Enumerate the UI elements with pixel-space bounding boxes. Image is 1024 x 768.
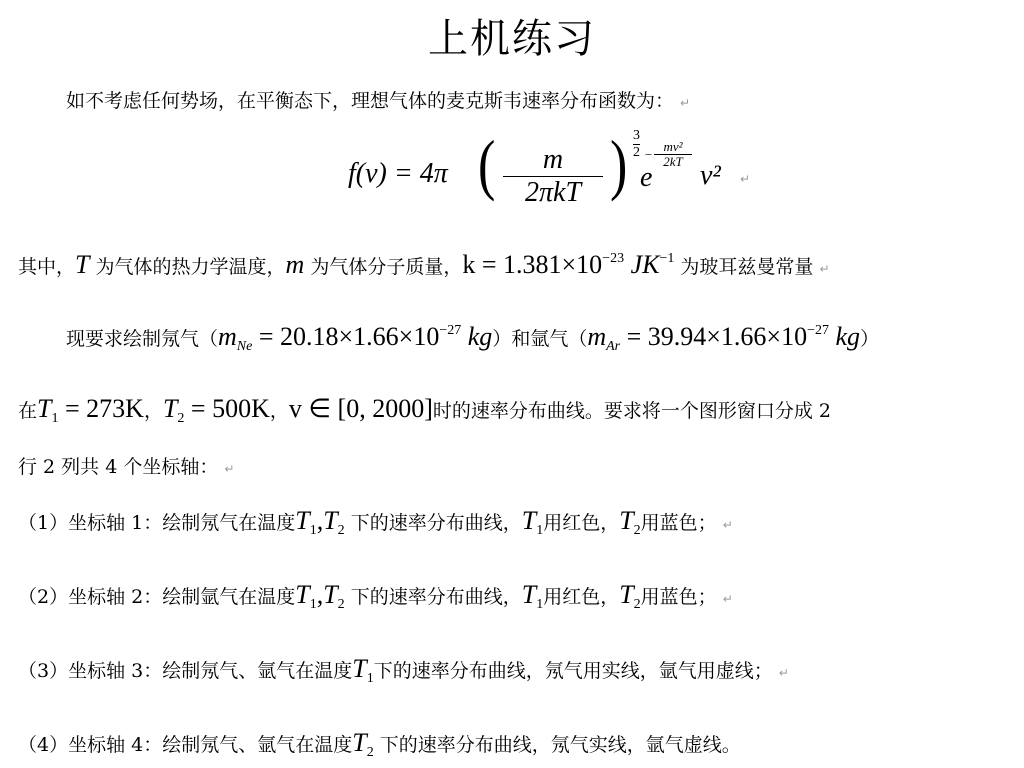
neon-exponent: −27 [439, 323, 462, 338]
list-item-4: （4）坐标轴 4：绘制氖气、氩气在温度$T_2$ 下的速率分布曲线，氖气实线，氩气虚线。 [18, 728, 741, 760]
item-text: 下的速率分布曲线，氖气实线，氩气虚线。 [379, 734, 741, 756]
symbol-T1: T [37, 394, 52, 423]
exp-denominator: 2kT [663, 154, 683, 169]
exp-numerator: mv² [654, 140, 692, 155]
list-item-3: （3）坐标轴 3：绘制氖气、氩气在温度$T_1$下的速率分布曲线，氖气用实线，氩气用虚线； ↵ [18, 654, 789, 686]
paragraph-mark-icon: ↵ [722, 518, 733, 532]
text-segment: 在 [18, 400, 38, 422]
text-segment: ， [143, 400, 163, 422]
text-segment: ， [269, 400, 289, 422]
item-text: （1）坐标轴 1：绘制氖气在温度 [18, 512, 296, 534]
neon-subscript: Ne [236, 339, 253, 354]
page-title: 上机练习 [428, 16, 596, 62]
argon-exponent: −27 [807, 323, 830, 338]
item-text: 用蓝色； [640, 586, 717, 608]
left-paren: ( [478, 128, 496, 203]
boltzmann-value: k = 1.381×10 [462, 250, 603, 279]
power-exponent: 3 2 [633, 128, 640, 160]
argon-subscript: Ar [606, 339, 621, 354]
t1-value: = 273K [58, 394, 144, 423]
formula-lhs: f(v) = 4π [348, 158, 448, 189]
paragraph-mark-icon: ↵ [722, 592, 733, 606]
text-segment: ）和氩气（ [492, 328, 588, 350]
text-segment: 为气体分子质量， [304, 256, 463, 278]
paragraph-mark-icon: ↵ [778, 666, 789, 680]
argon-mass-value: = 39.94×1.66×10 [620, 322, 808, 351]
neon-unit: kg [461, 322, 493, 351]
text-segment: ） [860, 328, 880, 350]
text-segment: 为玻耳兹曼常量 [674, 256, 814, 278]
t2-value: = 500K [184, 394, 270, 423]
axes-intro-line [18, 452, 234, 484]
paragraph-mark-icon: ↵ [680, 96, 691, 110]
subscript-1: 1 [51, 411, 59, 426]
formula-fraction [503, 144, 603, 209]
fraction-denominator: 2πkT [524, 177, 582, 208]
item-text: 下的速率分布曲线， [350, 586, 522, 608]
neon-mass-value: = 20.18×1.66×10 [252, 322, 440, 351]
symbol-T2: T [162, 394, 178, 423]
item-text: 用红色， [543, 512, 620, 534]
maxwell-formula [348, 128, 751, 218]
text-segment: 行 2 列共 4 个坐标轴： [18, 456, 219, 478]
boltzmann-units: JK [624, 250, 660, 279]
text-segment: 时的速率分布曲线。要求将一个图形窗口分成 2 [432, 400, 831, 422]
exp-base: e [640, 162, 653, 193]
formula-tail: v² [700, 160, 721, 191]
item-text: 用红色， [543, 586, 620, 608]
text-segment: 其中， [18, 256, 76, 278]
item-text: （2）坐标轴 2：绘制氩气在温度 [18, 586, 296, 608]
paragraph-mark-icon: ↵ [819, 262, 830, 276]
argon-unit: kg [829, 322, 861, 351]
fraction-numerator: m [503, 144, 603, 177]
exp-exponent: − mv² 2kT [654, 140, 692, 169]
intro-sentence: 如不考虑任何势场，在平衡态下，理想气体的麦克斯韦速率分布函数为： [66, 90, 675, 112]
item-text: 用蓝色； [640, 512, 717, 534]
masses-line [66, 322, 879, 354]
item-text: （3）坐标轴 3：绘制氖气、氩气在温度 [18, 660, 353, 682]
subscript-2: 2 [177, 411, 185, 426]
text-segment: 为气体的热力学温度， [89, 256, 286, 278]
definitions-line [18, 250, 830, 284]
symbol-m: m [285, 250, 305, 279]
list-item-1: （1）坐标轴 1：绘制氖气在温度$T_1,T_2$ 下的速率分布曲线，$T_1$用红色，$T_2$用蓝色； ↵ [18, 506, 733, 538]
intro-text [66, 86, 690, 118]
boltzmann-exponent: −23 [602, 251, 625, 266]
symbol-m-ne: m [218, 322, 237, 351]
list-item-2: （2）坐标轴 2：绘制氩气在温度$T_1,T_2$ 下的速率分布曲线，$T_1$用红色，$T_2$用蓝色； ↵ [18, 580, 733, 612]
symbol-T: T [75, 250, 90, 279]
paragraph-mark-icon: ↵ [224, 462, 235, 476]
item-text: （4）坐标轴 4：绘制氖气、氩气在温度 [18, 734, 353, 756]
symbol-m-ar: m [587, 322, 607, 351]
item-text: 下的速率分布曲线，氖气用实线，氩气用虚线； [373, 660, 773, 682]
velocity-range: v ∈ [0, 2000] [288, 394, 433, 423]
units-exponent: −1 [659, 251, 675, 266]
right-paren: ) [610, 128, 628, 203]
conditions-line [18, 394, 831, 426]
text-segment: 现要求绘制氖气（ [66, 328, 219, 350]
paragraph-mark-icon: ↵ [740, 172, 751, 186]
item-text: 下的速率分布曲线， [350, 512, 522, 534]
